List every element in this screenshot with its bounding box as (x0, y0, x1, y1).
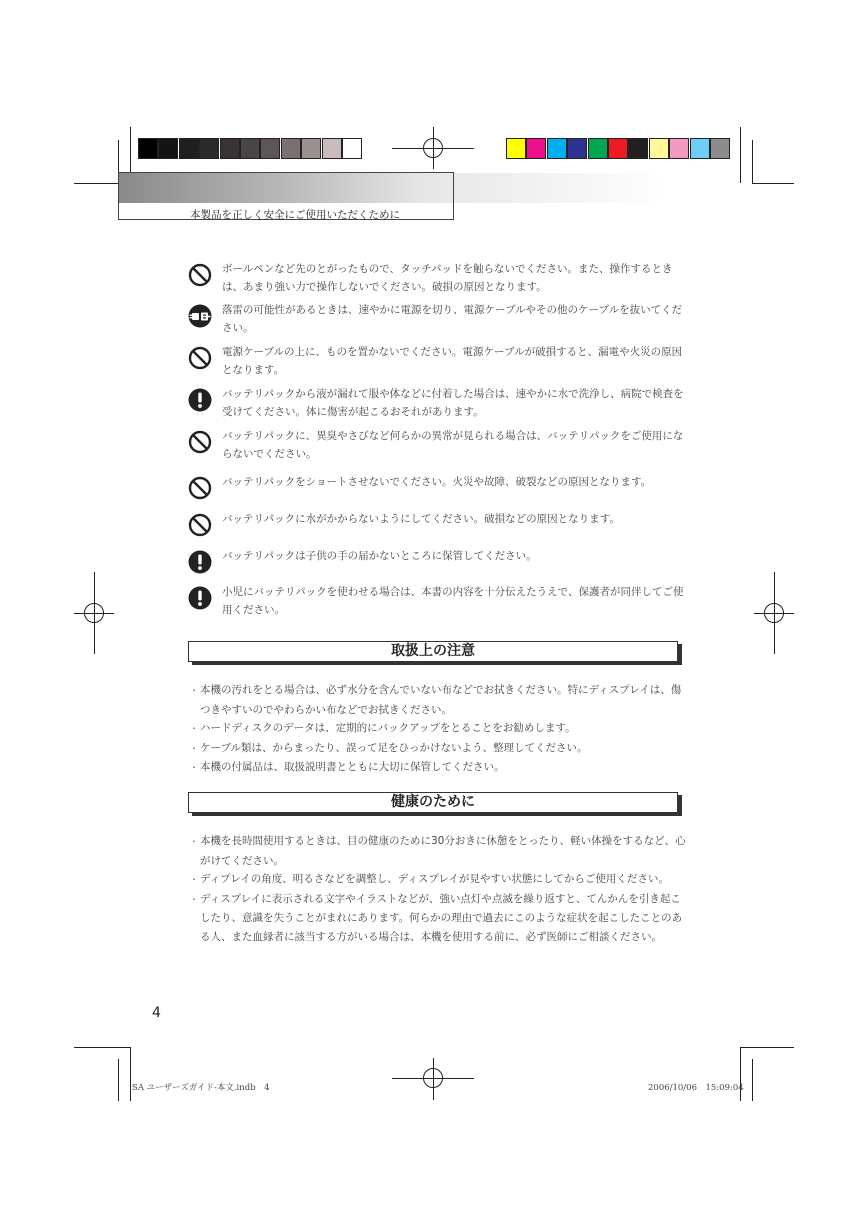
color-swatch (669, 138, 689, 159)
warning-text: 落雷の可能性があるときは、速やかに電源を切り、電源ケーブルやその他のケーブルを抜いてください。 (222, 304, 683, 334)
color-swatch (199, 138, 219, 159)
color-swatch (158, 138, 178, 159)
section-title-handling: 取扱上の注意 (188, 641, 678, 662)
color-swatch (547, 138, 567, 159)
prohibition-icon (188, 476, 212, 500)
section-title-health: 健康のために (188, 792, 678, 813)
color-swatch (649, 138, 669, 159)
unplug-icon (188, 304, 212, 328)
handling-list (190, 681, 690, 778)
color-swatch (220, 138, 240, 159)
list-item: ・ ハードディスクのデータは、定期的にバックアップをとることをお勧めします。 (190, 719, 690, 739)
list-item: ・ ケーブル類は、からまったり、誤って足をひっかけないよう、整理してください。 (190, 739, 690, 759)
list-item: ・ ディプレイの角度、明るさなどを調整し、ディスプレイが見やすい状態にしてからご使用ください。 (190, 870, 690, 890)
mandatory-icon (188, 586, 212, 610)
list-item: ・ 本機の付属品は、取扱説明書とともに大切に保管してください。 (190, 758, 690, 778)
health-list (190, 832, 690, 946)
color-swatch (301, 138, 321, 159)
color-swatch (138, 138, 158, 159)
warning-text: バッテリパックに、異臭やさびなど何らかの異常が見られる場合は、バッテリパックをご使用にならないでください。 (222, 430, 684, 460)
prohibition-icon (188, 346, 212, 370)
prohibition-icon (188, 513, 212, 537)
list-item: ・ 本機を長時間使用するときは、目の健康のために30分おきに休憩をとったり、軽い体操をするなど、心がけてください。 (190, 832, 690, 870)
warning-text: バッテリパックに水がかからないようにしてください。破損などの原因となります。 (222, 513, 620, 525)
color-swatch (240, 138, 260, 159)
warning-text: 小児にバッテリパックを使わせる場合は、本書の内容を十分伝えたうえで、保護者が同伴してご使用ください。 (222, 586, 684, 616)
color-swatch (342, 138, 362, 159)
mandatory-icon (188, 550, 212, 574)
warning-text: バッテリパックをショートさせないでください。火災や故障、破裂などの原因となります。 (222, 476, 652, 488)
registration-mark-icon (84, 603, 104, 623)
color-swatch (179, 138, 199, 159)
list-item: ・ ディスプレイに表示される文字やイラストなどが、強い点灯や点滅を繰り返すと、てんかんを引き起こしたり、意識を失うことがまれにあります。何らかの理由で過去にこのような症状を起こしたことのある人、また血縁者に該当する方がいる場合は、本機を使用する前に、必ず医師にご相談ください。 (190, 890, 690, 947)
color-swatch (690, 138, 710, 159)
color-swatch (588, 138, 608, 159)
registration-mark-icon (423, 138, 443, 158)
color-swatch (608, 138, 628, 159)
color-swatch (710, 138, 730, 159)
registration-mark-icon (423, 1068, 443, 1088)
prohibition-icon (188, 263, 212, 287)
mandatory-icon (188, 388, 212, 412)
color-swatch (567, 138, 587, 159)
color-swatch (506, 138, 526, 159)
color-swatch (260, 138, 280, 159)
registration-mark-icon (764, 603, 784, 623)
prohibition-icon (188, 430, 212, 454)
list-item: ・ 本機の汚れをとる場合は、必ず水分を含んでいない布などでお拭きください。特にディスプレイは、傷つきやすいのでやわらかい布などでお拭きください。 (190, 681, 690, 719)
page-number: 4 (152, 1005, 161, 1021)
warning-text: バッテリパックから液が漏れて服や体などに付着した場合は、速やかに水で洗浄し、病院で検査を受けてください。体に傷害が起こるおそれがあります。 (222, 388, 684, 418)
color-swatch (526, 138, 546, 159)
color-swatch (628, 138, 648, 159)
warning-text: 電源ケーブルの上に、ものを置かないでください。電源ケーブルが破損すると、漏電や火災の原因となります。 (222, 346, 683, 376)
color-swatch (281, 138, 301, 159)
footer-filename: SA ユーザーズガイド-本文.indb 4 (132, 1083, 270, 1093)
warning-text: バッテリパックは子供の手の届かないところに保管してください。 (222, 550, 537, 562)
footer-timestamp: 2006/10/06 15:09:04 (648, 1083, 744, 1093)
color-swatch (322, 138, 342, 159)
page-header-title: 本製品を正しく安全にご使用いただくために (190, 209, 400, 221)
warning-text: ボールペンなど先のとがったもので、タッチパッドを触らないでください。また、操作するときは、あまり強い力で操作しないでください。破損の原因となります。 (222, 263, 673, 293)
